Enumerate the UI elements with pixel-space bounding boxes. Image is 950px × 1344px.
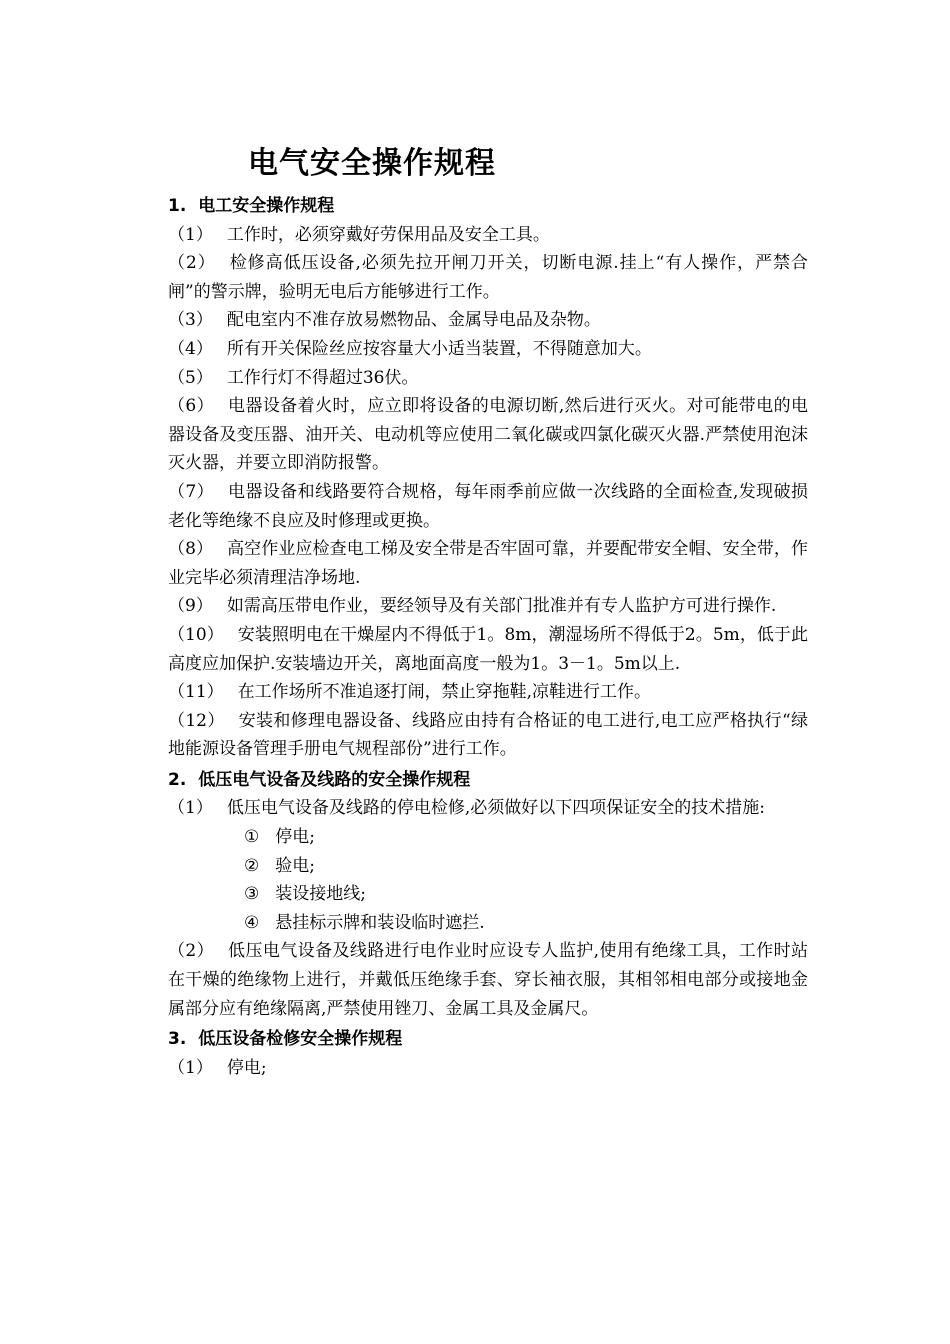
item-number: （6） <box>168 396 215 417</box>
list-item <box>168 306 808 335</box>
item-text: 电器设备着火时，应立即将设备的电源切断,然后进行灭火。对可能带电的电器设备及变压器、油开关、电动机等应使用二氧化碳或四氯化碳灭火器.严禁使用泡沫灭火器，并要立即消防报警。 <box>168 396 808 474</box>
list-item <box>168 364 808 393</box>
list-item <box>168 621 808 678</box>
section-heading <box>168 1025 808 1054</box>
item-text: 所有开关保险丝应按容量大小适当装置，不得随意加大。 <box>226 338 652 359</box>
item-number: （5） <box>168 367 213 388</box>
list-item <box>168 535 808 592</box>
sub-item-text: 停电; <box>275 827 315 848</box>
item-text: 在工作场所不准追逐打闹，禁止穿拖鞋,凉鞋进行工作。 <box>237 682 652 703</box>
list-item <box>168 937 808 1023</box>
section-number: 1. <box>168 196 187 216</box>
item-number: （4） <box>168 338 213 359</box>
sub-list-item <box>168 909 808 938</box>
sub-item-text: 装设接地线; <box>275 884 366 905</box>
list-item <box>168 1054 808 1083</box>
item-number: （2） <box>168 941 215 962</box>
item-text: 安装和修理电器设备、线路应由持有合格证的电工进行,电工应严格执行“绿地能源设备管理手册电气规程部份”进行工作。 <box>168 710 808 760</box>
item-number: （9） <box>168 596 213 617</box>
item-number: （2） <box>168 253 216 274</box>
item-number: （12） <box>168 710 225 731</box>
section-heading <box>168 192 808 221</box>
sub-item-marker: ② <box>244 855 260 876</box>
section-heading <box>168 766 808 795</box>
list-item <box>168 707 808 764</box>
list-item <box>168 592 808 621</box>
item-number: （3） <box>168 310 213 331</box>
sub-list-item <box>168 823 808 852</box>
list-item <box>168 794 808 823</box>
list-item <box>168 335 808 364</box>
document-title: 电气安全操作规程 <box>248 146 496 181</box>
item-text: 检修高低压设备,必须先拉开闸刀开关，切断电源.挂上“有人操作，严禁合闸”的警示牌，验明无电后方能够进行工作。 <box>168 253 808 302</box>
item-number: （1） <box>168 798 213 819</box>
item-number: （1） <box>168 224 213 245</box>
item-text: 安装照明电在干燥屋内不得低于1。8m，潮湿场所不得低于2。5m，低于此高度应加保护.安装墙边开关，离地面高度一般为1。3－1。5m以上. <box>168 624 808 674</box>
item-text: 停电; <box>226 1057 267 1078</box>
item-number: （1） <box>168 1057 213 1078</box>
sub-item-marker: ④ <box>244 912 260 933</box>
item-text: 工作时，必须穿戴好劳保用品及安全工具。 <box>226 224 550 245</box>
item-number: （8） <box>168 539 214 560</box>
item-text: 低压电气设备及线路进行电作业时应设专人监护,使用有绝缘工具，工作时站在干燥的绝缘物上进行，并戴低压绝缘手套、穿长袖衣服，其相邻相电部分或接地金属部分应有绝缘隔离,严禁使用锉刀、金属工具及金属尺。 <box>168 941 808 1019</box>
list-item <box>168 478 808 535</box>
list-item <box>168 221 808 250</box>
sub-item-text: 验电; <box>275 855 315 876</box>
list-item <box>168 678 808 707</box>
section-title: 低压电气设备及线路的安全操作规程 <box>198 769 471 790</box>
section-title: 低压设备检修安全操作规程 <box>198 1029 403 1050</box>
sub-list-item <box>168 852 808 881</box>
sub-item-text: 悬挂标示牌和装设临时遮拦. <box>275 912 485 933</box>
list-item <box>168 392 808 478</box>
list-item <box>168 249 808 306</box>
item-number: （11） <box>168 682 224 703</box>
sub-item-marker: ① <box>244 827 260 848</box>
item-text: 低压电气设备及线路的停电检修,必须做好以下四项保证安全的技术措施: <box>226 798 765 819</box>
item-text: 电器设备和线路要符合规格，每年雨季前应做一次线路的全面检查,发现破损老化等绝缘不良应及时修理或更换。 <box>168 481 808 531</box>
sub-item-marker: ③ <box>244 884 260 905</box>
item-text: 高空作业应检查电工梯及安全带是否牢固可靠，并要配带安全帽、安全带，作业完毕必须清理洁净场地. <box>168 539 808 588</box>
item-number: （7） <box>168 481 215 502</box>
sub-list-item <box>168 880 808 909</box>
section-number: 2. <box>168 769 187 790</box>
item-text: 配电室内不准存放易燃物品、金属导电品及杂物。 <box>226 310 601 331</box>
document-body <box>168 190 808 1082</box>
section-number: 3. <box>168 1029 187 1050</box>
item-number: （10） <box>168 624 224 645</box>
section-title: 电工安全操作规程 <box>198 196 335 216</box>
item-text: 如需高压带电作业，要经领导及有关部门批准并有专人监护方可进行操作. <box>226 596 777 617</box>
item-text: 工作行灯不得超过36伏。 <box>226 367 419 388</box>
